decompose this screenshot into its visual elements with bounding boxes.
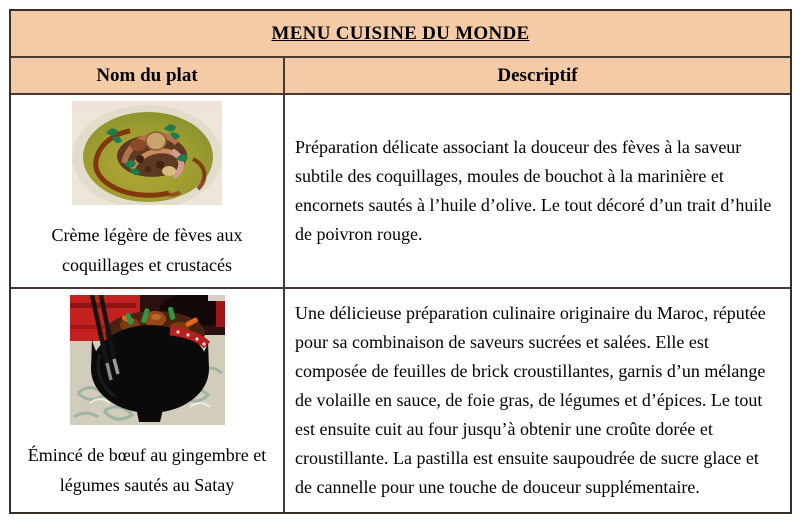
dish-name: Émincé de bœuf au gingembre et légumes sautés au Satay <box>27 445 267 495</box>
dish-description: Préparation délicate associant la douceur des fèves à la saveur subtile des coquillages, moules de bouchot à la marinière et encornets sautés à l’huile d’olive. Le tout décoré d’un trait d’huile de poivron rouge. <box>295 137 772 244</box>
dish-name: Crème légère de fèves aux coquillages et crustacés <box>51 225 243 275</box>
column-header-label: Nom du plat <box>96 64 198 86</box>
column-header-label: Descriptif <box>497 64 578 86</box>
column-header-descriptif <box>285 58 790 93</box>
table-row-2-name-cell <box>11 289 283 512</box>
table-row-2-description-cell <box>285 289 790 512</box>
emince-de-boeuf-gingembre-satay-photo <box>70 295 225 425</box>
table-row-1-description-cell <box>285 95 790 287</box>
menu-table <box>9 9 792 514</box>
creme-de-feves-aux-coquillages-photo <box>72 101 222 205</box>
menu-title: MENU CUISINE DU MONDE <box>271 22 530 44</box>
table-title-row <box>11 11 790 56</box>
dish-description: Une délicieuse préparation culinaire originaire du Maroc, réputée pour sa combinaison de saveurs sucrées et salées. Elle est composée de feuilles de brick croustillantes, garnis d’un mélange de volaille en sauce, de foie gras, de légumes et d’épices. Le tout est ensuite cuit au four jusqu’à obtenir une croûte dorée et croustillante. La pastilla est ensuite saupoudrée de sucre glace et de cannelle pour une touche de douceur supplémentaire. <box>295 303 766 497</box>
table-row-1-name-cell <box>11 95 283 287</box>
column-header-nom-du-plat <box>11 58 283 93</box>
